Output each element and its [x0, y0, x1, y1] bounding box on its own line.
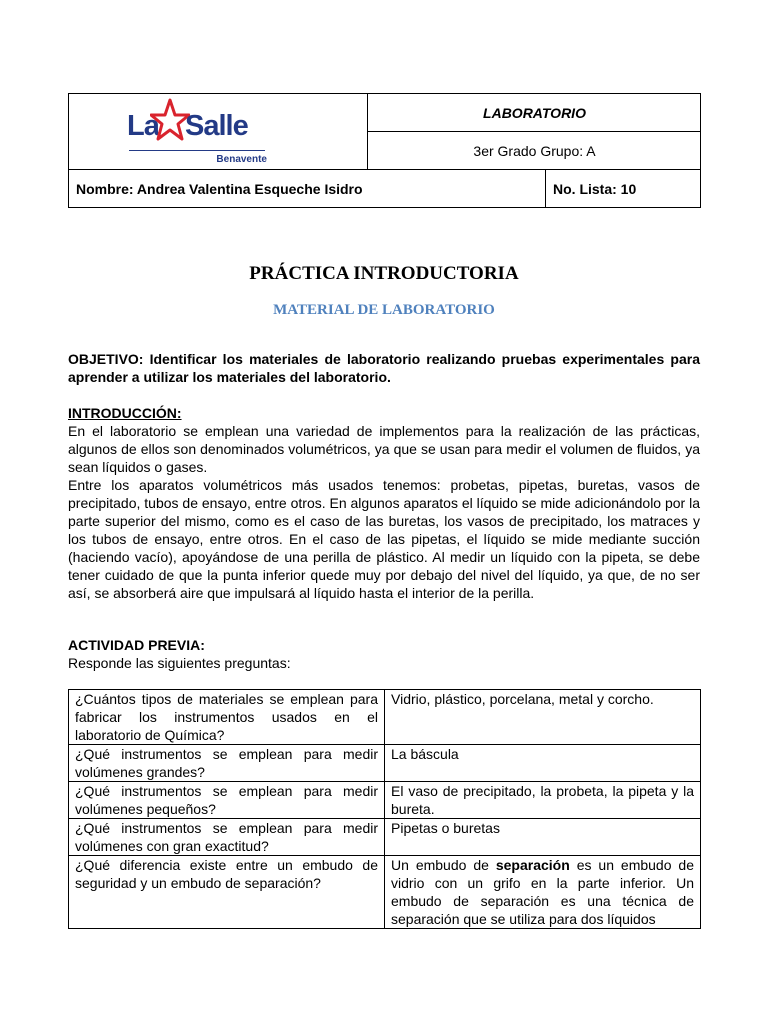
question-cell: ¿Qué instrumentos se emplean para medir volúmenes grandes?	[69, 745, 385, 782]
list-number: No. Lista: 10	[553, 181, 637, 197]
header-table	[68, 93, 701, 208]
intro-heading: INTRODUCCIÓN:	[68, 405, 182, 421]
activity-heading: ACTIVIDAD PREVIA:	[68, 637, 205, 653]
answer-text-pre: Un embudo de	[391, 857, 496, 873]
answer-text-post: es un embudo de vidrio con un grifo en la parte inferior. Un embudo de separación es una técnica de separación que se utiliza para dos líquidos	[391, 857, 694, 927]
activity-instruction: Responde las siguientes preguntas:	[68, 655, 291, 671]
intro-body	[68, 422, 700, 602]
page-subtitle: MATERIAL DE LABORATORIO	[273, 302, 495, 318]
intro-paragraph-1: En el laboratorio se emplean una variedad de implementos para la realización de las prácticas, algunos de ellos son denominados volumétricos, ya que se usan para medir el volumen de fluidos, ya sean líquidos o gases.	[68, 423, 700, 475]
grade-group: 3er Grado Grupo: A	[368, 132, 701, 170]
page-title: PRÁCTICA INTRODUCTORIA	[249, 263, 519, 284]
intro-paragraph-2: Entre los aparatos volumétricos más usados tenemos: probetas, pipetas, buretas, vasos de precipitado, tubos de ensayo, entre otros. En algunos aparatos el líquido se mide adicionándolo por la parte superior del mismo, como es el caso de las buretas, los vasos de precipitado, los matraces y los tubos de ensayo, entre otros. En el caso de las pipetas, el líquido se mide mediante succión (haciendo vacío), apoyándose de una perilla de plástico. Al medir un líquido con la pipeta, se debe tener cuidado de que la punta inferior quede muy por debajo del nivel del líquido, ya que, de no ser así, se absorberá aire que impulsará al líquido hasta el interior de la perilla.	[68, 477, 700, 601]
objective-text: OBJETIVO: Identificar los materiales de laboratorio realizando pruebas experimentales para aprender a utilizar los materiales del laboratorio.	[68, 351, 700, 385]
question-cell: ¿Qué instrumentos se emplean para medir volúmenes pequeños?	[69, 782, 385, 819]
question-cell: ¿Qué instrumentos se emplean para medir volúmenes con gran exactitud?	[69, 819, 385, 856]
table-row	[69, 856, 701, 929]
la-salle-logo	[127, 96, 277, 166]
student-name: Nombre: Andrea Valentina Esqueche Isidro	[69, 170, 546, 208]
table-row	[69, 745, 701, 782]
answer-cell: El vaso de precipitado, la probeta, la pipeta y la bureta.	[385, 782, 701, 819]
logo-text-salle: Salle	[185, 110, 248, 142]
answer-cell	[385, 856, 701, 929]
answer-cell: La báscula	[385, 745, 701, 782]
logo-text-la: La	[127, 110, 159, 142]
logo-cell	[69, 94, 368, 170]
logo-rule	[129, 150, 265, 151]
table-row	[69, 782, 701, 819]
question-cell: ¿Qué diferencia existe entre un embudo de seguridad y un embudo de separación?	[69, 856, 385, 929]
star-icon	[150, 98, 190, 142]
logo-subtitle: Benavente	[216, 154, 267, 165]
answer-cell: Pipetas o buretas	[385, 819, 701, 856]
answer-cell: Vidrio, plástico, porcelana, metal y corcho.	[385, 690, 701, 745]
lab-title: LABORATORIO	[368, 94, 701, 132]
question-cell: ¿Cuántos tipos de materiales se emplean para fabricar los instrumentos usados en el laboratorio de Química?	[69, 690, 385, 745]
answer-text-bold: separación	[495, 857, 570, 873]
table-row	[69, 819, 701, 856]
table-row	[69, 690, 701, 745]
qa-table	[68, 689, 701, 929]
